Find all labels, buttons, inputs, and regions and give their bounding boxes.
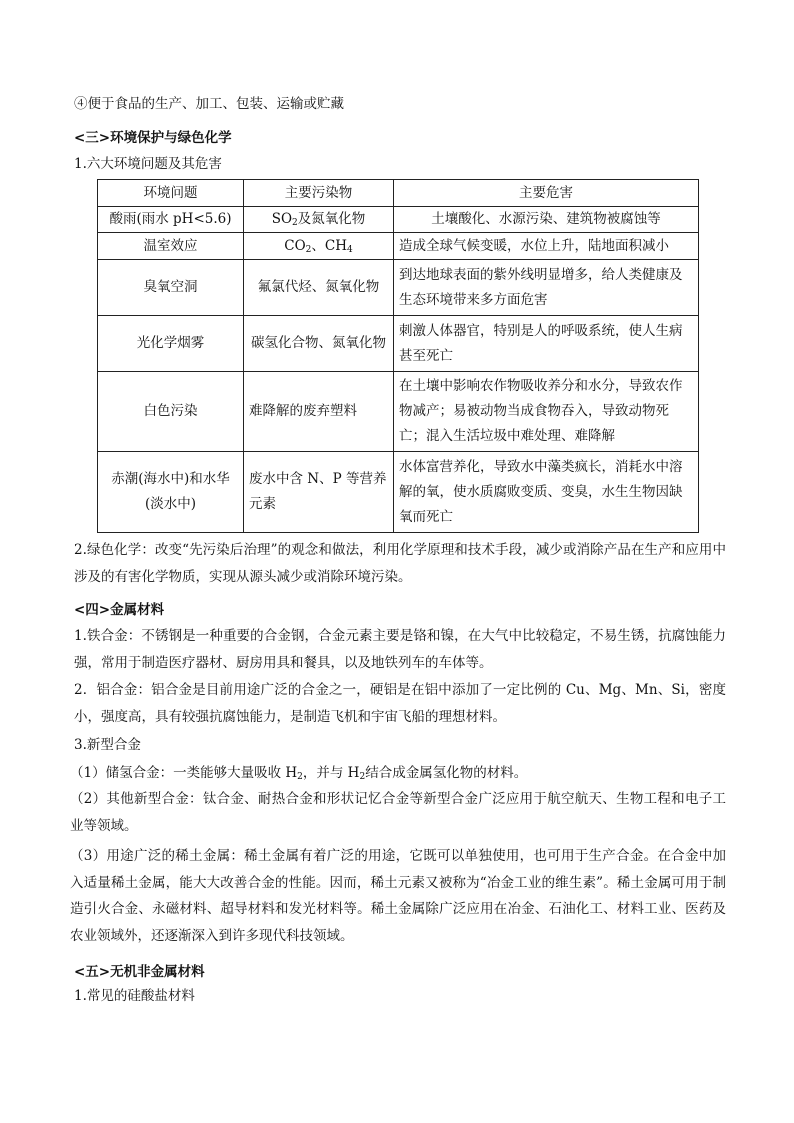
section-5-heading: <五>无机非金属材料 [74, 964, 205, 980]
table-cell: 刺激人体器官，特别是人的呼吸系统，使人生病甚至死亡 [394, 316, 699, 372]
table-cell: $CO_2$、$CH_4$ [244, 233, 394, 260]
table-row [98, 260, 699, 316]
rare-earth-paragraph: （3）用途广泛的稀土金属：稀土金属有着广泛的用途，它既可以单独使用，也可用于生产合金。在合金中加入适量稀土金属，能大大改善合金的性能。因而，稀土元素又被称为“冶金工业的维生素”。稀土金属可用于制造引火合金、永磁材料、超导材料和发光材料等。稀土金属除广泛应用在冶金、石油化工、材料工业、医药及农业领域外，还逐渐深入到许多现代科技领域。 [70, 848, 726, 944]
table-cell: 白色污染 [98, 372, 244, 452]
other-alloys-paragraph: （2）其他新型合金：钛合金、耐热合金和形状记忆合金等新型合金广泛应用于航空航天、生物工程和电子工业等领域。 [70, 791, 726, 834]
table-row [98, 207, 699, 233]
table-header-cell: 主要危害 [394, 180, 699, 207]
table-cell: 土壤酸化、水源污染、建筑物被腐蚀等 [394, 207, 699, 233]
section-3-subheading: 1.六大环境问题及其危害 [74, 156, 222, 172]
table-header-cell: 环境问题 [98, 180, 244, 207]
table-header-cell: 主要污染物 [244, 180, 394, 207]
table-header-row [98, 180, 699, 207]
iron-alloy-paragraph: 1.铁合金：不锈钢是一种重要的合金钢，合金元素主要是铬和镍，在大气中比较稳定，不易生锈，抗腐蚀能力强，常用于制造医疗器材、厨房用具和餐具，以及地铁列车的车体等。 [74, 628, 726, 671]
table-cell: 造成全球气候变暖，水位上升，陆地面积减小 [394, 233, 699, 260]
table-cell: 酸雨(雨水 pH<5.6) [98, 207, 244, 233]
table-cell: 温室效应 [98, 233, 244, 260]
table-cell: 碳氢化合物、氮氧化物 [244, 316, 394, 372]
hydrogen-storage-paragraph: （1）储氢合金：一类能够大量吸收 $H_2$，并与 $H_2$结合成金属氢化物的材料。 [70, 765, 528, 782]
list-item-4: ④便于食品的生产、加工、包装、运输或贮藏 [74, 96, 344, 112]
silicate-subheading: 1.常见的硅酸盐材料 [74, 988, 195, 1004]
table-cell: 光化学烟雾 [98, 316, 244, 372]
table-cell: $SO_2$及氮氧化物 [244, 207, 394, 233]
table-row [98, 233, 699, 260]
table-cell: 氟氯代烃、氮氧化物 [244, 260, 394, 316]
table-cell: 在土壤中影响农作物吸收养分和水分，导致农作物减产；易被动物当成食物吞入，导致动物死亡；混入生活垃圾中难处理、难降解 [394, 372, 699, 452]
table-cell: 水体富营养化，导致水中藻类疯长，消耗水中溶解的氧，使水质腐败变质、变臭，水生生物因缺氧而死亡 [394, 452, 699, 533]
table-row [98, 372, 699, 452]
section-4-heading: <四>金属材料 [74, 602, 165, 618]
aluminum-alloy-paragraph: 2．铝合金：铝合金是目前用途广泛的合金之一，硬铝是在铝中添加了一定比例的 Cu、Mg、Mn、Si，密度小，强度高，具有较强抗腐蚀能力，是制造飞机和宇宙飞船的理想材料。 [74, 682, 726, 725]
table-row [98, 452, 699, 533]
green-chemistry-paragraph: 2.绿色化学：改变“先污染后治理”的观念和做法，利用化学原理和技术手段，减少或消除产品在生产和应用中涉及的有害化学物质，实现从源头减少或消除环境污染。 [74, 542, 726, 585]
section-3-heading: <三>环境保护与绿色化学 [74, 130, 232, 146]
table-row [98, 316, 699, 372]
table-cell: 臭氧空洞 [98, 260, 244, 316]
table-cell: 难降解的废弃塑料 [244, 372, 394, 452]
table-cell: 赤潮(海水中)和水华(淡水中) [98, 452, 244, 533]
new-alloy-subheading: 3.新型合金 [74, 737, 141, 753]
table-cell: 到达地球表面的紫外线明显增多，给人类健康及生态环境带来多方面危害 [394, 260, 699, 316]
table-cell: 废水中含 N、P 等营养元素 [244, 452, 394, 533]
environment-problems-table [97, 179, 699, 533]
